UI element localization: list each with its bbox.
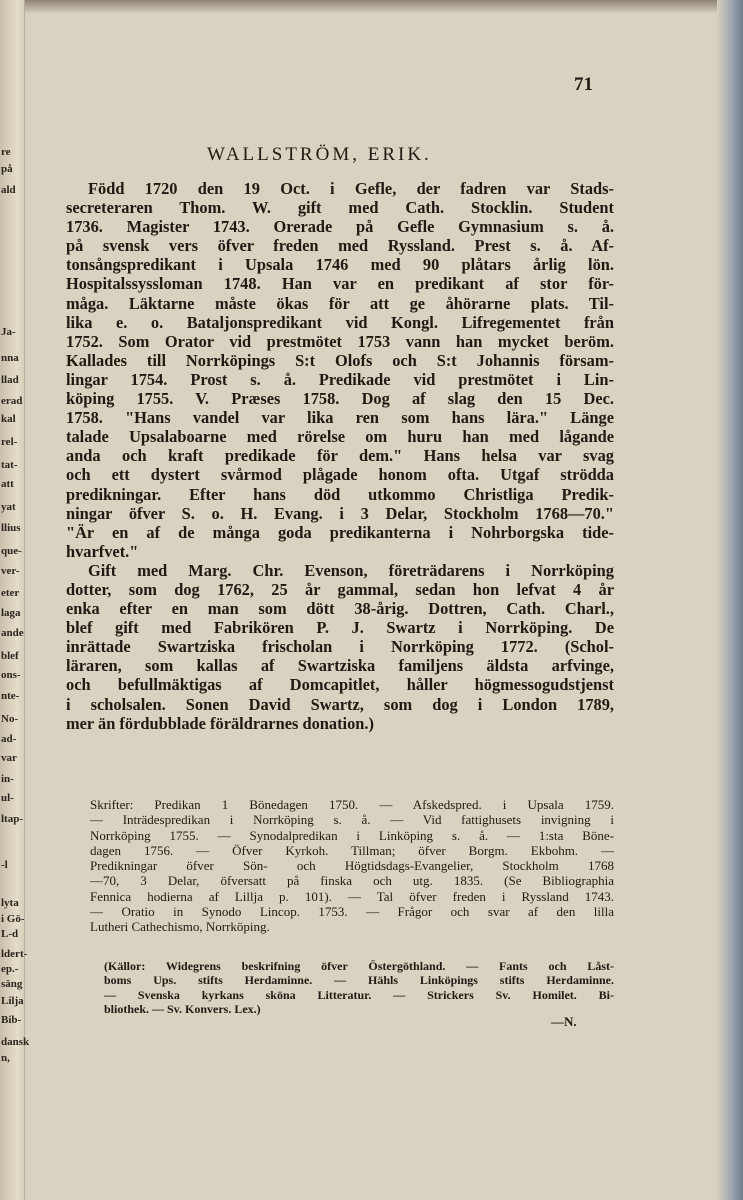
margin-fragment: -l [1, 859, 8, 871]
text-line: ningar öfver S. o. H. Evang. i 3 Delar, Stockholm 1768—70." [66, 503, 614, 523]
text-line: Hospitalssyssloman 1748. Han var en predikant af stor för- [66, 274, 614, 294]
text-line: mer än fördubblade föräldrarnes donation.) [66, 713, 374, 733]
margin-fragment: ltap- [1, 813, 23, 825]
margin-fragment: Bib- [1, 1014, 22, 1026]
writings-line: —70, 3 Delar, öfversatt på finska och utg. 1835. (Se Bibliographia [90, 873, 614, 889]
margin-fragment: var [1, 752, 17, 764]
margin-fragment: n, [1, 1052, 10, 1064]
margin-fragment: eter [1, 587, 20, 599]
margin-fragment: dansk [1, 1036, 30, 1048]
writings-list [90, 797, 614, 935]
text-line: predikningar. Efter hans död utkommo Christliga Predik- [66, 484, 614, 504]
margin-fragment: in- [1, 773, 14, 785]
text-line: blef gift med Fabrikören P. J. Swartz i Norrköping. De [66, 618, 614, 638]
sources-list [104, 959, 614, 1017]
margin-fragment: nte- [1, 690, 20, 702]
text-line: i scholsalen. Sonen David Swartz, som dog i London 1789, [66, 694, 614, 714]
text-line: och ett dystert svårmod plågade honom ofta. Utgaf strödda [66, 465, 614, 485]
text-line: lingar 1754. Prost s. å. Predikade vid prestmötet i Lin- [66, 369, 614, 389]
margin-fragment: på [1, 163, 13, 175]
margin-fragment: ande [1, 627, 24, 639]
text-line: läraren, som kallas af Swartziska familjens äldsta arfvinge, [66, 656, 614, 676]
margin-fragment: att [1, 478, 14, 490]
writings-line: dagen 1756. — Öfver Kyrkoh. Tillman; öfver Borgm. Ekbohm. — [90, 842, 614, 858]
text-line: Gift med Marg. Chr. Evenson, företrädarens i Norrköping [88, 560, 614, 580]
margin-fragment: re [1, 146, 11, 158]
text-line: talade Upsalaboarne med rörelse om huru han med lågande [66, 427, 614, 447]
left-page-margin [0, 0, 30, 1200]
sources-line: — Svenska kyrkans sköna Litteratur. — Strickers Sv. Homilet. Bi- [104, 987, 614, 1002]
text-line: 1752. Som Orator vid prestmötet 1753 vann han mycket beröm. [66, 331, 614, 351]
sources-line: boms Ups. stifts Herdaminne. — Hähls Linköpings stifts Herdaminne. [104, 973, 614, 988]
margin-fragment: lyta [1, 897, 19, 909]
text-line: måga. Läktarne måste ökas för att ge åhörarne plats. Til- [66, 293, 614, 313]
right-scan-edge [717, 0, 743, 1200]
margin-fragment: laga [1, 607, 21, 619]
text-line: tonsångspredikant i Upsala 1746 med 90 plåtars årlig lön. [66, 255, 614, 275]
text-line: Född 1720 den 19 Oct. i Gefle, der fadren var Stads- [88, 179, 614, 198]
margin-fragment: yat [1, 501, 16, 513]
writings-line: Lutheri Cathechismo, Norrköping. [90, 919, 270, 935]
text-line: på svensk vers öfver freden med Ryssland. Prest s. å. Af- [66, 236, 614, 256]
writings-line: Skrifter: Predikan 1 Bönedagen 1750. — Afskedspred. i Upsala 1759. [90, 797, 614, 812]
text-line: inrättade Swartziska frischolan i Norrköping 1772. (Schol- [66, 637, 614, 657]
writings-line: Norrköping 1755. — Synodalpredikan i Linköping s. å. — 1:sta Böne- [90, 827, 614, 843]
sources-line: bliothek. — Sv. Konvers. Lex.) [104, 1002, 261, 1017]
margin-fragment: nna [1, 352, 19, 364]
margin-fragment: No- [1, 713, 19, 725]
text-line: 1736. Magister 1743. Orerade på Gefle Gymnasium s. å. [66, 217, 614, 237]
entry-heading: WALLSTRÖM, ERIK. [207, 144, 432, 165]
text-line: secreteraren Thom. W. gift med Cath. Stocklin. Student [66, 198, 614, 218]
margin-fragment: ver- [1, 565, 20, 577]
page-number: 71 [574, 74, 593, 95]
sources-line: (Källor: Widegrens beskrifning öfver Östergöthland. — Fants och Låst- [104, 959, 614, 973]
margin-fragment: llius [1, 522, 21, 534]
margin-fragment: ons- [1, 669, 21, 681]
margin-fragment: llad [1, 374, 19, 386]
margin-fragment: rel- [1, 436, 18, 448]
margin-fragment: L-d [1, 928, 19, 940]
writings-line: — Oratio in Synodo Lincop. 1753. — Frågor och svar af den lilla [90, 904, 614, 920]
writings-line: Predikningar öfver Sön- och Högtidsdags-Evangelier, Stockholm 1768 [90, 858, 614, 874]
text-line: enka efter en man som dött 38-årig. Dottren, Cath. Charl., [66, 599, 614, 619]
margin-fragment: ald [1, 184, 16, 196]
text-line: dotter, som dog 1762, 25 år gammal, sedan hon lefvat 4 år [66, 579, 614, 599]
text-line: anda och kraft predikade för dem." Hans helsa var svag [66, 446, 614, 466]
writings-line: — Inträdespredikan i Norrköping s. å. — Vid fattighusets invigning i [90, 812, 614, 828]
margin-fragment: ul- [1, 792, 14, 804]
margin-fragment: ldert- [1, 948, 28, 960]
text-line: "Är en af de många goda predikanterna i Nohrborgska tide- [66, 522, 614, 542]
margin-fragment: blef [1, 650, 19, 662]
margin-fragment: Ja- [1, 326, 16, 338]
margin-fragment: säng [1, 978, 23, 990]
text-line: lika e. o. Bataljonspredikant vid Kongl. Lifregementet från [66, 312, 614, 332]
margin-fragment: que- [1, 545, 22, 557]
margin-fragment: i Gö- [1, 913, 25, 925]
margin-fragment: tat- [1, 459, 18, 471]
page-top-shadow [0, 0, 743, 14]
margin-fragment: kal [1, 413, 16, 425]
text-line: hvarfvet." [66, 541, 139, 561]
writings-line: Fennica hodierna af Lillja p. 101). — Tal öfver freden i Ryssland 1743. [90, 888, 614, 904]
margin-fragment: erad [1, 395, 23, 407]
margin-fragment: ep.- [1, 963, 19, 975]
text-line: köping 1755. V. Præses 1758. Dog af slag den 15 Dec. [66, 389, 614, 409]
margin-fragment: ad- [1, 733, 17, 745]
margin-fragment: Lilja [1, 995, 24, 1007]
biography-text [66, 179, 614, 733]
text-line: 1758. "Hans vandel var lika ren som hans lära." Länge [66, 408, 614, 428]
text-line: Kallades till Norrköpings S:t Olofs och S:t Johannis försam- [66, 350, 614, 370]
text-line: och befullmäktigas af Domcapitlet, håller högmessogudstjenst [66, 675, 614, 695]
author-signature: —N. [551, 1014, 577, 1029]
